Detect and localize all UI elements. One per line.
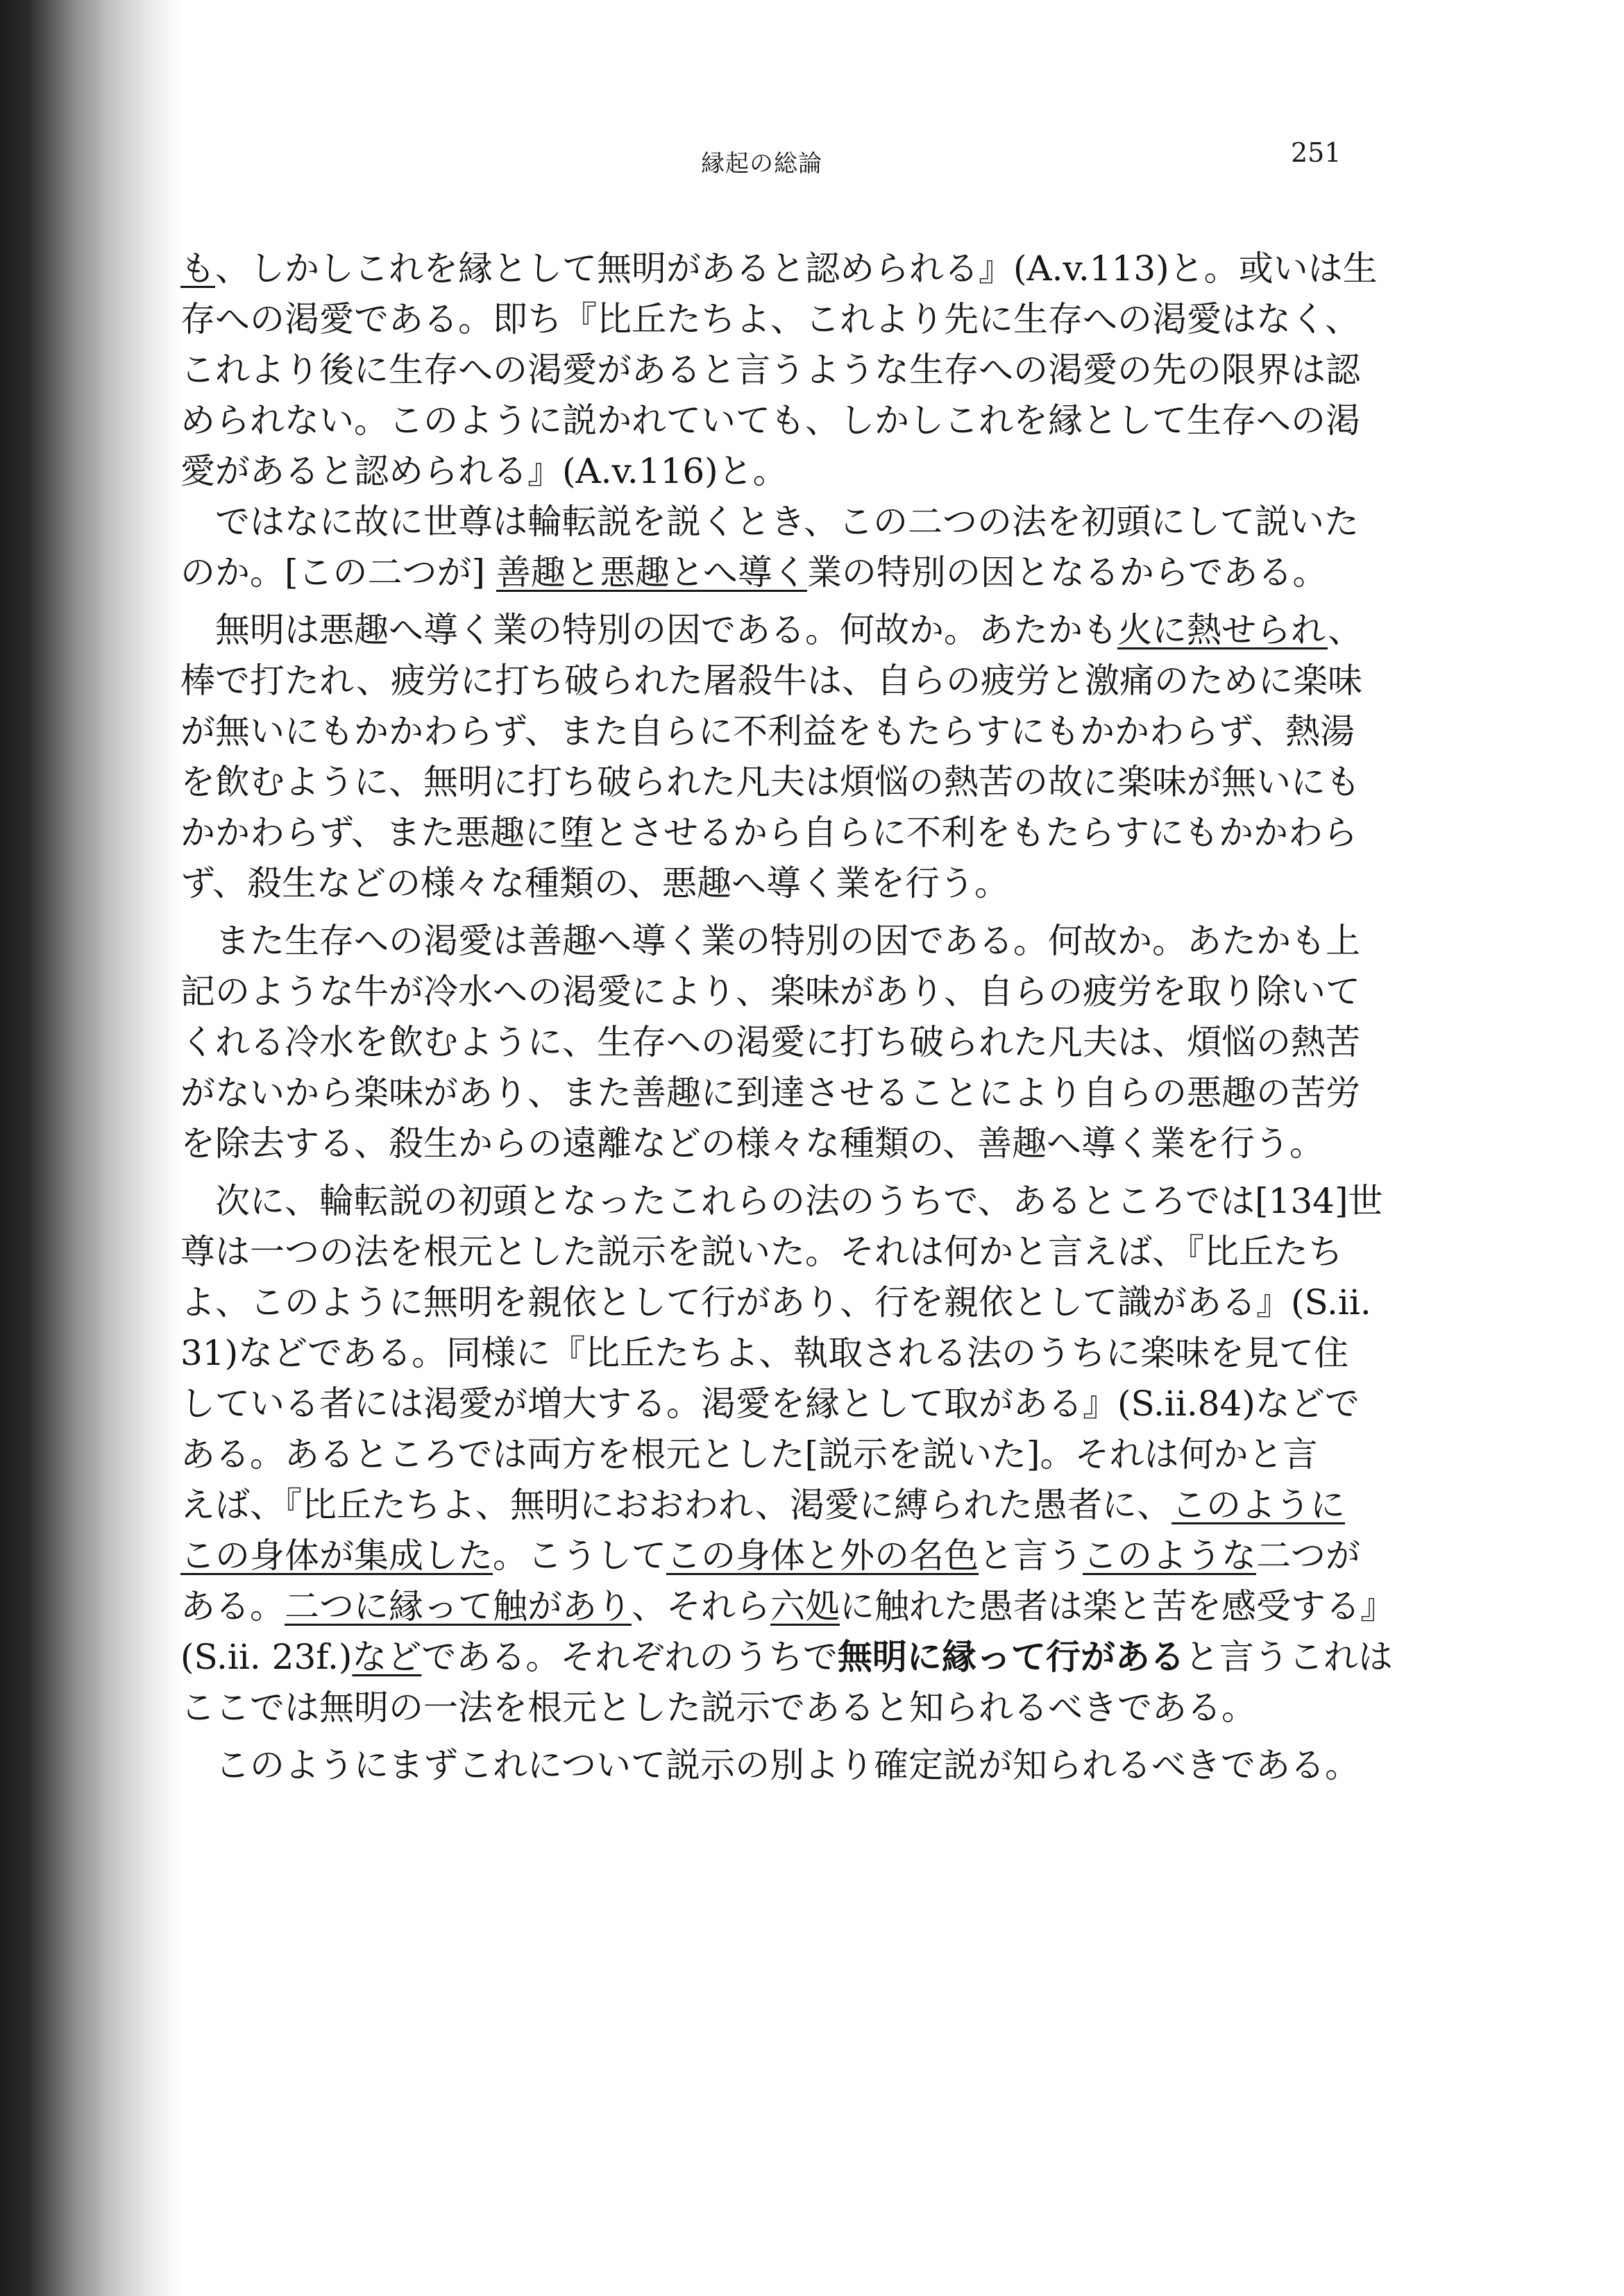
text-segment: ここでは無明の一法を根元とした説示であると知られるべきである。 <box>180 1687 1256 1728</box>
text-segment: 無明は悪趣へ導く業の特別の因である。何故か。あたかも <box>215 610 1117 650</box>
underlined-text: このような <box>1083 1536 1256 1576</box>
text-segment: 愛があると認められる』(A.v.116)と。 <box>180 451 788 491</box>
text-segment: 業の特別の因となるからである。 <box>806 552 1328 593</box>
text-segment: ではなに故に世尊は輪転説を説くとき、この二つの法を初頭にして説いた <box>215 502 1359 542</box>
book-spine-shadow <box>0 0 180 2296</box>
text-segment: よ、このように無明を親依として行があり、行を親依として識がある』(S.ii. <box>180 1282 1371 1323</box>
text-segment: に触れた愚者は楽と苦を感受する』 <box>840 1586 1395 1626</box>
text-segment: を除去する、殺生からの遠離などの様々な種類の、善趣へ導く業を行う。 <box>180 1123 1324 1164</box>
underlined-text: このように <box>1172 1485 1345 1525</box>
underlined-text: 善趣と悪趣とへ導く <box>496 552 807 593</box>
text-segment: ある。あるところでは両方を根元とした[説示を説いた]。それは何かと言 <box>180 1434 1318 1474</box>
text-line <box>180 1069 1402 1117</box>
text-segment: のか。[この二つが] <box>180 552 496 593</box>
text-line <box>180 1278 1402 1327</box>
text-segment: と言う <box>979 1536 1083 1576</box>
text-segment: められない。このように説かれていても、しかしこれを縁として生存への渇 <box>180 400 1360 441</box>
text-line <box>180 396 1402 445</box>
text-line <box>180 1683 1402 1732</box>
text-line <box>180 1582 1402 1631</box>
text-segment: ず、殺生などの様々な種類の、悪趣へ導く業を行う。 <box>180 863 1009 903</box>
text-line <box>215 606 1402 654</box>
page-number: 251 <box>1291 137 1342 168</box>
text-line <box>215 498 1402 546</box>
text-segment: がないから楽味があり、また善趣に到達させることにより自らの悪趣の苦労 <box>180 1073 1360 1113</box>
text-line <box>180 244 1402 293</box>
text-line <box>180 548 1402 597</box>
underlined-text: など <box>352 1637 422 1677</box>
text-segment: 次に、輪転説の初頭となったこれらの法のうちで、あるところでは[134]世 <box>215 1181 1383 1221</box>
underlined-text: この身体が集成した <box>180 1536 493 1576</box>
underlined-text: 二つに縁って触があり <box>285 1586 632 1626</box>
text-line <box>180 1481 1402 1529</box>
text-segment: (S.ii. 23f.) <box>180 1637 353 1677</box>
text-segment: 棒で打たれ、疲労に打ち破られた屠殺牛は、自らの疲労と激痛のために楽味 <box>180 661 1362 701</box>
underlined-text: 火に熱せられ <box>1117 610 1328 650</box>
text-line <box>180 346 1402 394</box>
text-segment: 。こうして <box>493 1536 666 1576</box>
text-segment: 、 <box>1328 610 1362 650</box>
text-line <box>180 1119 1402 1168</box>
underlined-text: 六処 <box>770 1586 840 1626</box>
running-header-title: 縁起の総論 <box>701 150 822 178</box>
text-segment: 二つが <box>1256 1536 1360 1576</box>
bold-text: 無明に縁って行がある <box>837 1636 1185 1677</box>
text-line <box>180 967 1402 1016</box>
text-segment: 尊は一つの法を根元とした説示を説いた。それは何かと言えば、『比丘たち <box>180 1232 1343 1272</box>
text-line <box>215 1741 1402 1789</box>
text-segment: このようにまずこれについて説示の別より確定説が知られるべきである。 <box>215 1745 1360 1785</box>
text-segment: ある。 <box>180 1586 285 1626</box>
text-line <box>180 1018 1402 1066</box>
underlined-text: この身体と外の名色 <box>666 1536 979 1576</box>
text-line <box>180 808 1402 857</box>
text-line <box>180 1531 1402 1580</box>
text-segment: が無いにもかかわらず、また自らに不利益をもたらすにもかかわらず、熱湯 <box>180 711 1355 751</box>
text-segment: えば、『比丘たちよ、無明におおわれ、渇愛に縛られた愚者に、 <box>180 1485 1172 1525</box>
text-line <box>180 1430 1402 1479</box>
text-line <box>180 1633 1402 1681</box>
text-segment: を飲むように、無明に打ち破られた凡夫は煩悩の熱苦の故に楽味が無いにも <box>180 762 1360 802</box>
text-segment: 、しかしこれを縁として無明があると認められる』(A.v.113)と。或いは生 <box>215 248 1378 289</box>
text-line <box>180 1379 1402 1428</box>
text-line <box>180 1329 1402 1377</box>
text-line <box>215 1177 1402 1225</box>
text-line <box>180 295 1402 343</box>
text-line <box>215 917 1402 965</box>
text-segment: また生存への渇愛は善趣へ導く業の特別の因である。何故か。あたかも上 <box>215 921 1360 961</box>
text-line <box>180 447 1402 495</box>
text-segment: 存への渇愛である。即ち『比丘たちよ、これより先に生存への渇愛はなく、 <box>180 299 1360 339</box>
text-line <box>180 758 1402 806</box>
underlined-text: も <box>180 248 215 289</box>
text-segment: 31)などである。同様に『比丘たちよ、執取される法のうちに楽味を見て住 <box>180 1333 1349 1373</box>
text-segment: である。それぞれのうちで <box>421 1637 838 1677</box>
text-segment: 記のような牛が冷水への渇愛により、楽味があり、自らの疲労を取り除いて <box>180 971 1360 1012</box>
text-segment: 、それら <box>632 1586 770 1626</box>
text-line <box>180 1227 1402 1276</box>
text-line <box>180 656 1402 705</box>
text-segment: これより後に生存への渇愛があると言うような生存への渇愛の先の限界は認 <box>180 350 1360 390</box>
text-line <box>180 707 1402 756</box>
text-segment: かかわらず、また悪趣に堕とさせるから自らに不利をもたらすにもかかわら <box>180 813 1357 853</box>
text-segment: くれる冷水を飲むように、生存への渇愛に打ち破られた凡夫は、煩悩の熱苦 <box>180 1022 1360 1062</box>
text-line <box>180 859 1402 908</box>
text-segment: と言うこれは <box>1184 1637 1393 1677</box>
text-segment: している者には渇愛が増大する。渇愛を縁として取がある』(S.ii.84)などで <box>180 1384 1360 1424</box>
